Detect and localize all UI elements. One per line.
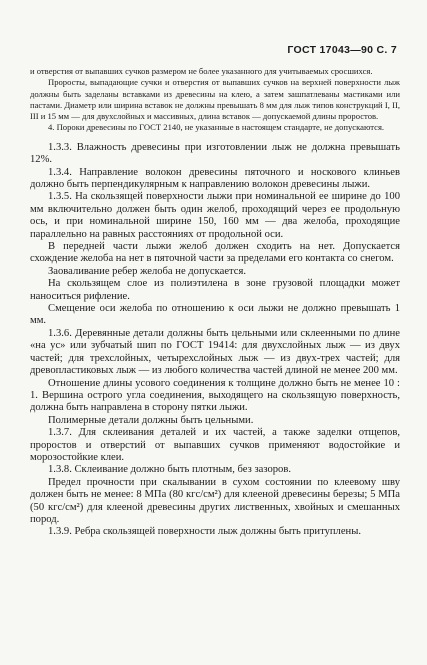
clause-1-3-9: 1.3.9. Ребра скользящей поверхности лыж должны быть притуплены. — [48, 526, 361, 538]
clause-1-3-3: 1.3.3. Влажность древесины при изготовлении лыж не должна превышать 12%. — [30, 141, 400, 166]
body-paragraph: Предел прочности при скалывании в сухом состоянии по клеевому шву должен быть не менее: 8 МПа (80 кгс/см²) для клееной древесины березы; 5 МПа (50 кгс/см²) для клееной древесины других лиственных, хвойных и смешанных пород. — [30, 476, 400, 525]
body-paragraph: Заоваливание ребер желоба не допускается. — [48, 265, 247, 277]
body-paragraph: Полимерные детали должны быть цельными. — [48, 414, 254, 426]
clause-1-3-6: 1.3.6. Деревянные детали должны быть цельными или склеенными по длине «на ус» или зубчатый шип по ГОСТ 19414: для двухслойных лыж — из двух частей; для трехслойных, четырехслойных лыж — из двух-трех частей; для древопластиковых лыж — из любого количества частей длиной не менее 200 мм. — [30, 327, 400, 377]
body-paragraph: В передней части лыжи желоб должен сходить на нет. Допускается схождение желоба на нет в пяточной части за пределами его контакта со снегом. — [30, 241, 400, 265]
body-paragraph: На скользящем слое из полиэтилена в зоне грузовой площадки может наноситься рифление. — [30, 278, 400, 302]
clause-1-3-8: 1.3.8. Склеивание должно быть плотным, без зазоров. — [48, 464, 291, 476]
clause-1-3-7: 1.3.7. Для склеивания деталей и их частей, а также заделки отщепов, проростов и отверстий от выпавших сучков применяют водостойкие и морозостойкие клеи. — [30, 427, 400, 463]
section-gap — [30, 134, 400, 142]
clause-1-3-5: 1.3.5. На скользящей поверхности лыжи при номинальной ее ширине до 100 мм включительно должен быть один желоб, проходящий через ее продольную ось, и при номинальной ширине 150, 160 мм — два желоба, проходящие параллельно на равных расстояниях от продольной оси. — [30, 191, 400, 240]
clause-1-3-4: 1.3.4. Направление волокон древесины пяточного и носкового клиньев должно быть перпендикулярным к направлению волокон древесины лыжи. — [30, 166, 400, 190]
note-continuation: и отверстия от выпавших сучков размером не более указанного для учитываемых сросшихся. — [30, 66, 373, 76]
body-paragraph: Отношение длины усового соединения к толщине должно быть не менее 10 : 1. Вершина острого угла соединения, выходящего на скользящую поверхность, должна быть направлена в сторону пятки лыжи. — [30, 377, 400, 414]
note-paragraph: Проросты, выпадающие сучки и отверстия от выпавших сучков на верхней поверхности лыж должны быть заделаны вставками из древесины на клею, а затем зашпатлеваны мастиками или пастами. Диаметр или ширина вставок не должны превышать 8 мм для лыж типов конструкций I, II, III и 15 мм — для двухслойных и массивных, длина вставок — допускаемой длины проростов. — [30, 77, 400, 122]
note-paragraph: 4. Пороки древесины по ГОСТ 2140, не указанные в настоящем стандарте, не допускаются. — [48, 122, 385, 133]
page-content — [30, 66, 400, 539]
body-paragraph: Смещение оси желоба по отношению к оси лыжи не должно превышать 1 мм. — [30, 303, 400, 327]
page-header: ГОСТ 17043—90 С. 7 — [287, 44, 397, 56]
